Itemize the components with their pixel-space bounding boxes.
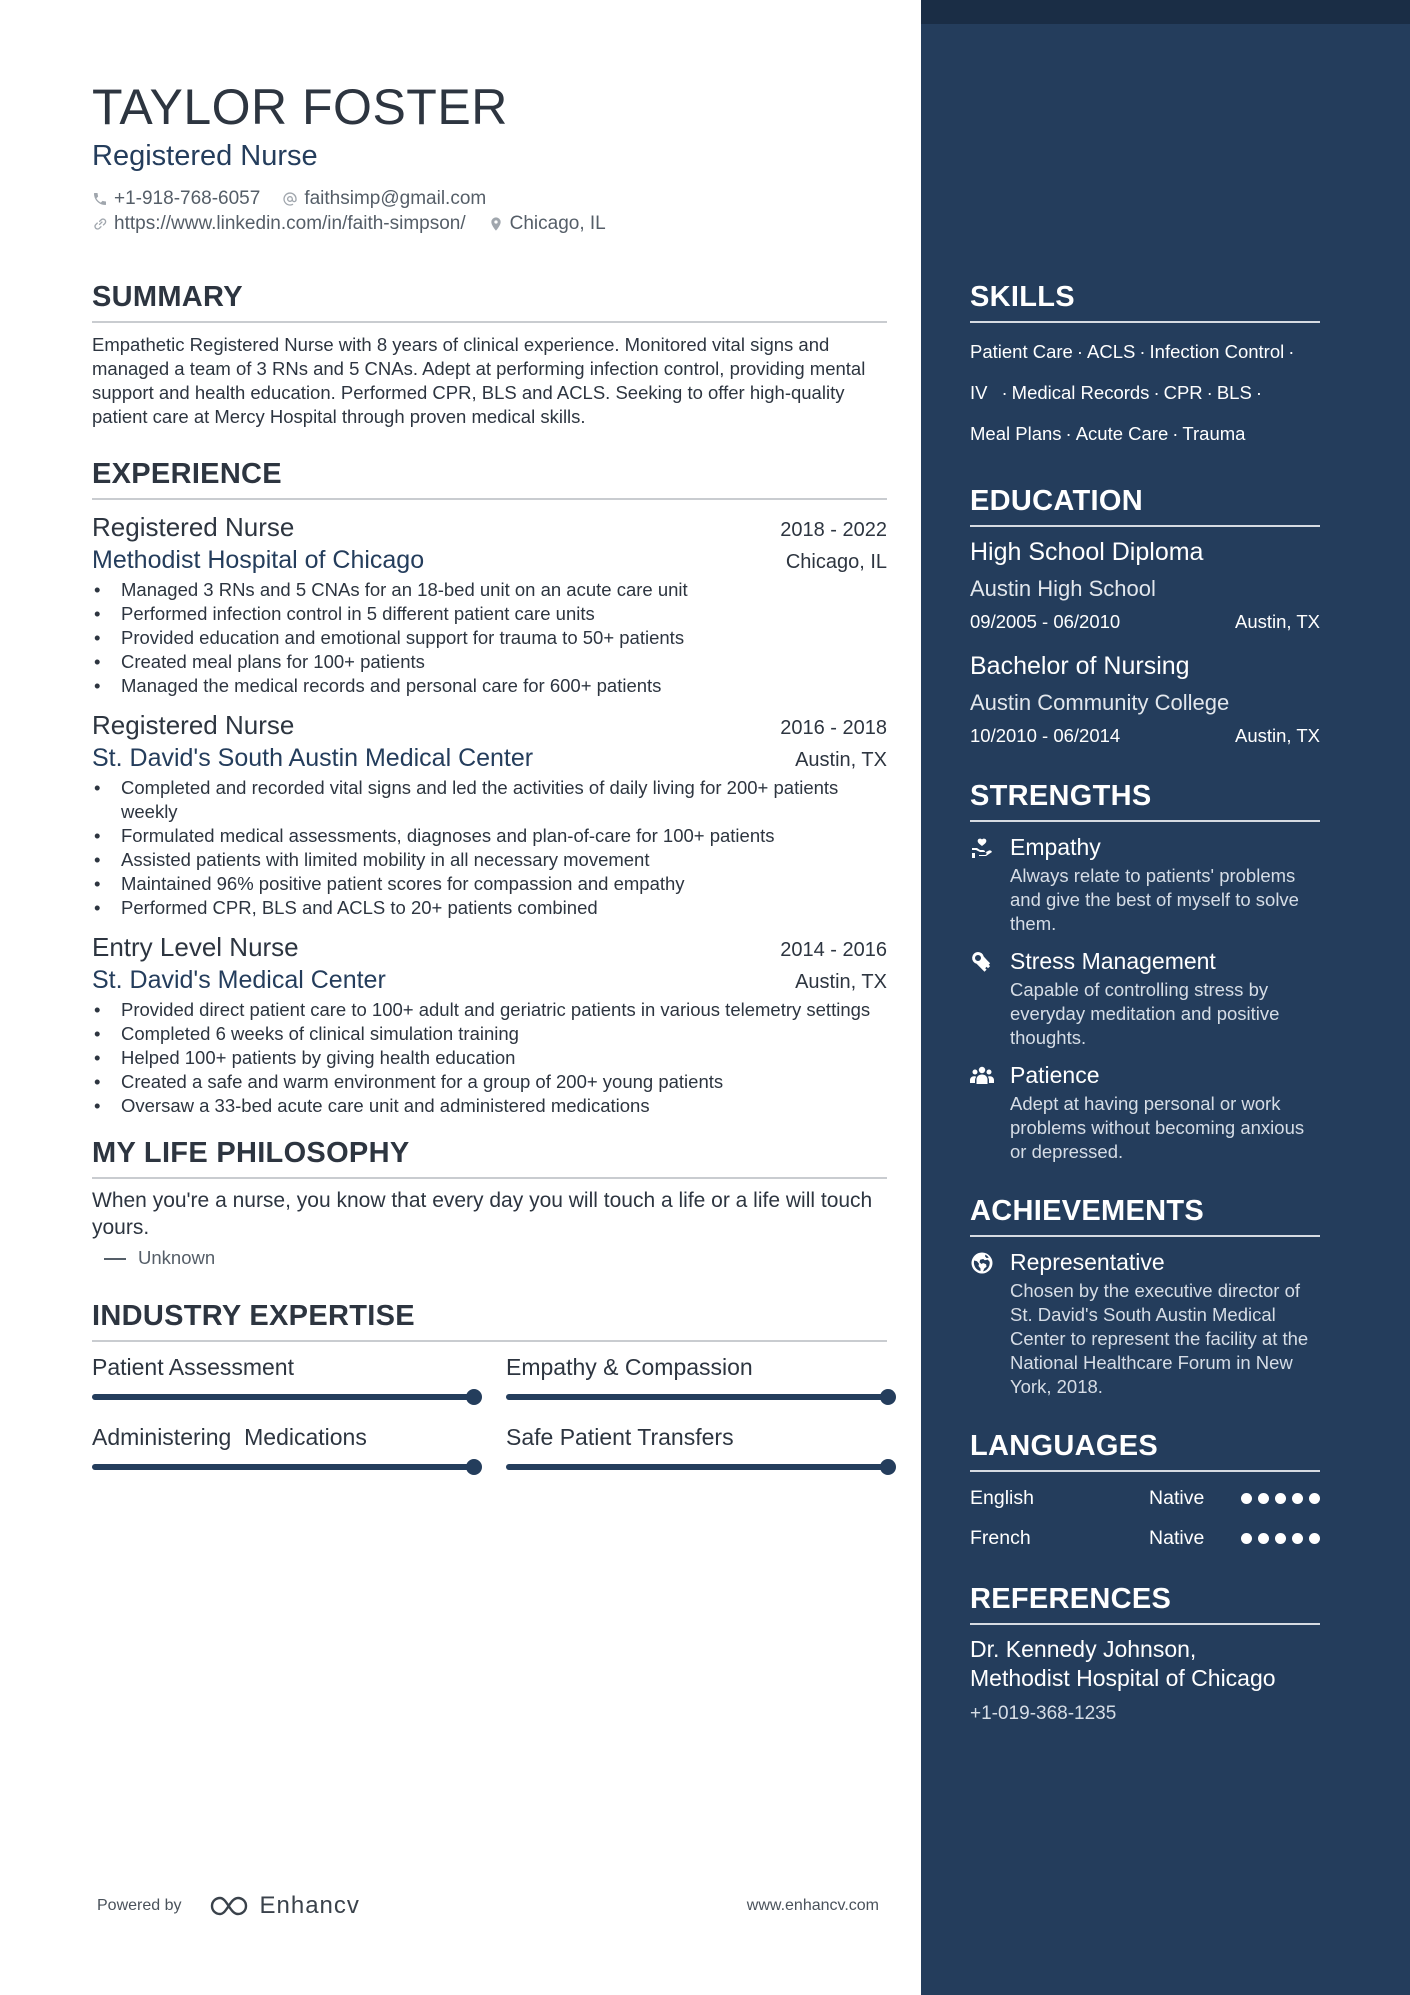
users-icon <box>970 1064 994 1088</box>
philosophy-quote: When you're a nurse, you know that every day you will touch a life or a life will touch yours. <box>92 1189 873 1239</box>
job-role: Registered Nurse <box>92 710 295 740</box>
education-dates: 09/2005 - 06/2010 <box>970 611 1121 632</box>
job-bullet: • Completed 6 weeks of clinical simulation training <box>92 1022 887 1046</box>
job-bullet: • Formulated medical assessments, diagnoses and plan-of-care for 100+ patients <box>92 824 887 848</box>
expertise-bar <box>506 1394 888 1400</box>
philosophy-heading: MY LIFE PHILOSOPHY <box>92 1136 887 1179</box>
candidate-title: Registered Nurse <box>92 140 318 172</box>
expertise-bar-knob <box>880 1459 896 1475</box>
references-section <box>970 1582 1320 1725</box>
strengths-heading: STRENGTHS <box>970 779 1320 822</box>
linkedin-contact[interactable] <box>92 211 466 236</box>
education-location: Austin, TX <box>1234 725 1320 746</box>
job-bullet: • Assisted patients with limited mobility in all necessary movement <box>92 848 887 872</box>
skill-separator: · <box>1001 382 1008 403</box>
expertise-bar-knob <box>466 1389 482 1405</box>
phone-text: +1-918-768-6057 <box>114 188 261 209</box>
language-dot <box>1292 1533 1303 1544</box>
quote-author-name: Unknown <box>138 1247 216 1268</box>
expertise-item <box>506 1352 896 1400</box>
job-bullet: • Created a safe and warm environment for a group of 200+ young patients <box>92 1070 887 1094</box>
job-bullet: • Managed the medical records and personal care for 600+ patients <box>92 674 887 698</box>
strengths-section <box>970 779 1320 1164</box>
education-entry <box>970 535 1320 635</box>
job-bullets <box>92 578 887 698</box>
strength-description: Adept at having personal or work problems without becoming anxious or depressed. <box>1010 1093 1305 1162</box>
main-column <box>92 78 887 1470</box>
expertise-grid <box>92 1352 887 1470</box>
expertise-bar-fill <box>506 1464 888 1470</box>
expertise-bar <box>92 1394 474 1400</box>
reference-phone[interactable]: +1-019-368-1235 <box>970 1703 1117 1724</box>
language-dots <box>1241 1533 1320 1544</box>
achievements-heading: ACHIEVEMENTS <box>970 1194 1320 1237</box>
job-bullet: • Helped 100+ patients by giving health education <box>92 1046 887 1070</box>
quote-author <box>92 1247 887 1269</box>
job-bullet: • Created meal plans for 100+ patients <box>92 650 887 674</box>
language-name: French <box>970 1527 1031 1549</box>
education-section <box>970 484 1320 749</box>
philosophy-section <box>92 1136 887 1269</box>
skill-separator: · <box>1065 423 1072 444</box>
summary-section <box>92 280 887 429</box>
achievement-name: Representative <box>1010 1249 1165 1275</box>
job-location: Austin, TX <box>795 971 887 993</box>
skills-line <box>970 372 1320 413</box>
email-contact[interactable] <box>282 186 486 211</box>
footer-site-link[interactable]: www.enhancv.com <box>746 1897 879 1914</box>
strength-description: Always relate to patients' problems and give the best of myself to solve them. <box>1010 865 1299 934</box>
job-bullet: • Provided education and emotional support for trauma to 50+ patients <box>92 626 887 650</box>
strength-entry <box>970 1060 1320 1164</box>
job-dates: 2016 - 2018 <box>780 717 887 739</box>
expertise-label: Empathy & Compassion <box>506 1354 753 1380</box>
skill-tag: Infection Control <box>1149 341 1285 362</box>
key-icon <box>970 950 994 974</box>
education-degree: Bachelor of Nursing <box>970 652 1190 680</box>
dash-mark <box>104 1258 126 1260</box>
job-role: Registered Nurse <box>92 512 295 542</box>
language-entry <box>970 1524 1320 1552</box>
job-role: Entry Level Nurse <box>92 932 299 962</box>
language-entry <box>970 1484 1320 1512</box>
job-bullet: • Completed and recorded vital signs and led the activities of daily living for 200+ patients weekly <box>92 776 887 824</box>
strength-entry <box>970 832 1320 936</box>
strength-entry <box>970 946 1320 1050</box>
strength-name: Patience <box>1010 1062 1100 1088</box>
language-dot <box>1275 1493 1286 1504</box>
education-location: Austin, TX <box>1234 611 1320 632</box>
sidebar-top-band <box>921 0 1410 24</box>
candidate-name: TAYLOR FOSTER <box>92 79 508 135</box>
job-bullet: • Performed infection control in 5 different patient care units <box>92 602 887 626</box>
powered-by <box>97 1892 360 1920</box>
skill-tag: Patient Care <box>970 341 1073 362</box>
sidebar-content <box>970 280 1320 1725</box>
skill-tag: CPR <box>1163 382 1203 403</box>
link-icon <box>92 216 108 232</box>
job-entry <box>92 708 887 920</box>
language-dot <box>1292 1493 1303 1504</box>
job-entry <box>92 930 887 1118</box>
language-dot <box>1309 1533 1320 1544</box>
education-school: Austin High School <box>970 576 1156 601</box>
achievement-entry <box>970 1247 1320 1399</box>
reference-org-line: Methodist Hospital of Chicago <box>970 1665 1276 1691</box>
phone-icon <box>92 191 108 207</box>
enhancv-logo-icon <box>208 1893 254 1919</box>
language-dot <box>1258 1493 1269 1504</box>
achievements-section <box>970 1194 1320 1399</box>
language-dot <box>1275 1533 1286 1544</box>
job-bullet: • Provided direct patient care to 100+ adult and geriatric patients in various telemetry settings <box>92 998 887 1022</box>
education-school: Austin Community College <box>970 690 1230 715</box>
job-company: St. David's Medical Center <box>92 966 386 994</box>
language-dot <box>1241 1533 1252 1544</box>
skills-section <box>970 280 1320 454</box>
linkedin-text: https://www.linkedin.com/in/faith-simpson/ <box>114 213 466 234</box>
skill-tag: Acute Care <box>1075 423 1169 444</box>
education-heading: EDUCATION <box>970 484 1320 527</box>
job-location: Austin, TX <box>795 749 887 771</box>
education-entry <box>970 649 1320 749</box>
powered-by-label: Powered by <box>97 1897 182 1914</box>
skill-separator: · <box>1255 382 1262 403</box>
language-dot <box>1241 1493 1252 1504</box>
location-pin-icon <box>488 216 504 232</box>
enhancv-logo-text: Enhancv <box>259 1892 360 1919</box>
expertise-item <box>506 1422 896 1470</box>
contact-info <box>92 186 887 236</box>
job-bullets <box>92 776 887 920</box>
language-dots <box>1241 1493 1320 1504</box>
job-dates: 2018 - 2022 <box>780 519 887 541</box>
language-name: English <box>970 1487 1034 1509</box>
education-degree: High School Diploma <box>970 538 1204 566</box>
hand-heart-icon <box>970 836 994 860</box>
globe-icon <box>970 1251 994 1275</box>
skill-tag: Medical Records <box>1011 382 1150 403</box>
reference-name-line: Dr. Kennedy Johnson, <box>970 1636 1197 1662</box>
skills-list <box>970 331 1320 454</box>
expertise-bar-fill <box>506 1394 888 1400</box>
experience-heading: EXPERIENCE <box>92 457 887 500</box>
job-dates: 2014 - 2016 <box>780 939 887 961</box>
skills-line <box>970 413 1320 454</box>
skill-separator: · <box>1076 341 1084 362</box>
skill-separator: · <box>1172 423 1179 444</box>
education-dates: 10/2010 - 06/2014 <box>970 725 1121 746</box>
achievement-description: Chosen by the executive director of St. David's South Austin Medical Center to represent the facility at the National Healthcare Forum in New York, 2018. <box>1010 1280 1309 1397</box>
skill-tag: Trauma <box>1182 423 1246 444</box>
expertise-bar <box>506 1464 888 1470</box>
footer <box>97 1892 879 1920</box>
job-bullet: • Oversaw a 33-bed acute care unit and administered medications <box>92 1094 887 1118</box>
expertise-bar-knob <box>466 1459 482 1475</box>
summary-text: Empathetic Registered Nurse with 8 years of clinical experience. Monitored vital signs and managed a team of 3 RNs and 5 CNAs. Adept at performing infection control, providing mental support and health education. Performed CPR, BLS and ACLS. Seeking to offer high-quality patient care at Mercy Hospital through proven medical skills. <box>92 334 866 427</box>
job-company: Methodist Hospital of Chicago <box>92 546 425 574</box>
job-bullet: • Performed CPR, BLS and ACLS to 20+ patients combined <box>92 896 887 920</box>
job-bullets <box>92 998 887 1118</box>
expertise-label: Safe Patient Transfers <box>506 1424 734 1450</box>
language-dot <box>1258 1533 1269 1544</box>
location-contact <box>488 211 606 236</box>
reference-name <box>970 1635 1320 1693</box>
email-text: faithsimp@gmail.com <box>304 188 487 209</box>
expertise-bar-knob <box>880 1389 896 1405</box>
strength-description: Capable of controlling stress by everyday meditation and positive thoughts. <box>1010 979 1280 1048</box>
expertise-item <box>92 1352 482 1400</box>
languages-section <box>970 1429 1320 1552</box>
expertise-heading: INDUSTRY EXPERTISE <box>92 1299 887 1342</box>
skill-tag: IV <box>970 382 988 403</box>
skills-heading: SKILLS <box>970 280 1320 323</box>
skill-separator: · <box>1206 382 1213 403</box>
skill-separator: · <box>1139 341 1146 362</box>
job-location: Chicago, IL <box>785 551 887 573</box>
expertise-item <box>92 1422 482 1470</box>
skill-tag: ACLS <box>1087 341 1136 362</box>
expertise-label: Administering Medications <box>92 1424 367 1450</box>
job-entry <box>92 510 887 698</box>
skills-line <box>970 331 1320 372</box>
expertise-section <box>92 1299 887 1470</box>
expertise-bar-fill <box>92 1394 474 1400</box>
strength-name: Stress Management <box>1010 948 1216 974</box>
language-level: Native <box>1149 1527 1205 1549</box>
expertise-bar <box>92 1464 474 1470</box>
sidebar <box>921 0 1410 1995</box>
experience-section <box>92 457 887 1118</box>
summary-heading: SUMMARY <box>92 280 887 323</box>
job-company: St. David's South Austin Medical Center <box>92 744 534 772</box>
location-text: Chicago, IL <box>509 213 606 234</box>
language-level: Native <box>1149 1487 1205 1509</box>
job-bullet: • Maintained 96% positive patient scores for compassion and empathy <box>92 872 887 896</box>
phone-contact[interactable] <box>92 186 260 211</box>
expertise-label: Patient Assessment <box>92 1354 294 1380</box>
languages-heading: LANGUAGES <box>970 1429 1320 1472</box>
expertise-bar-fill <box>92 1464 474 1470</box>
skill-tag: BLS <box>1216 382 1252 403</box>
language-dot <box>1309 1493 1320 1504</box>
skill-tag: Meal Plans <box>970 423 1062 444</box>
references-heading: REFERENCES <box>970 1582 1320 1625</box>
enhancv-logo[interactable] <box>208 1892 360 1920</box>
skill-separator: · <box>1288 341 1295 362</box>
strength-name: Empathy <box>1010 834 1101 860</box>
skill-separator: · <box>1153 382 1160 403</box>
at-icon <box>282 191 298 207</box>
job-bullet: • Managed 3 RNs and 5 CNAs for an 18-bed unit on an acute care unit <box>92 578 887 602</box>
